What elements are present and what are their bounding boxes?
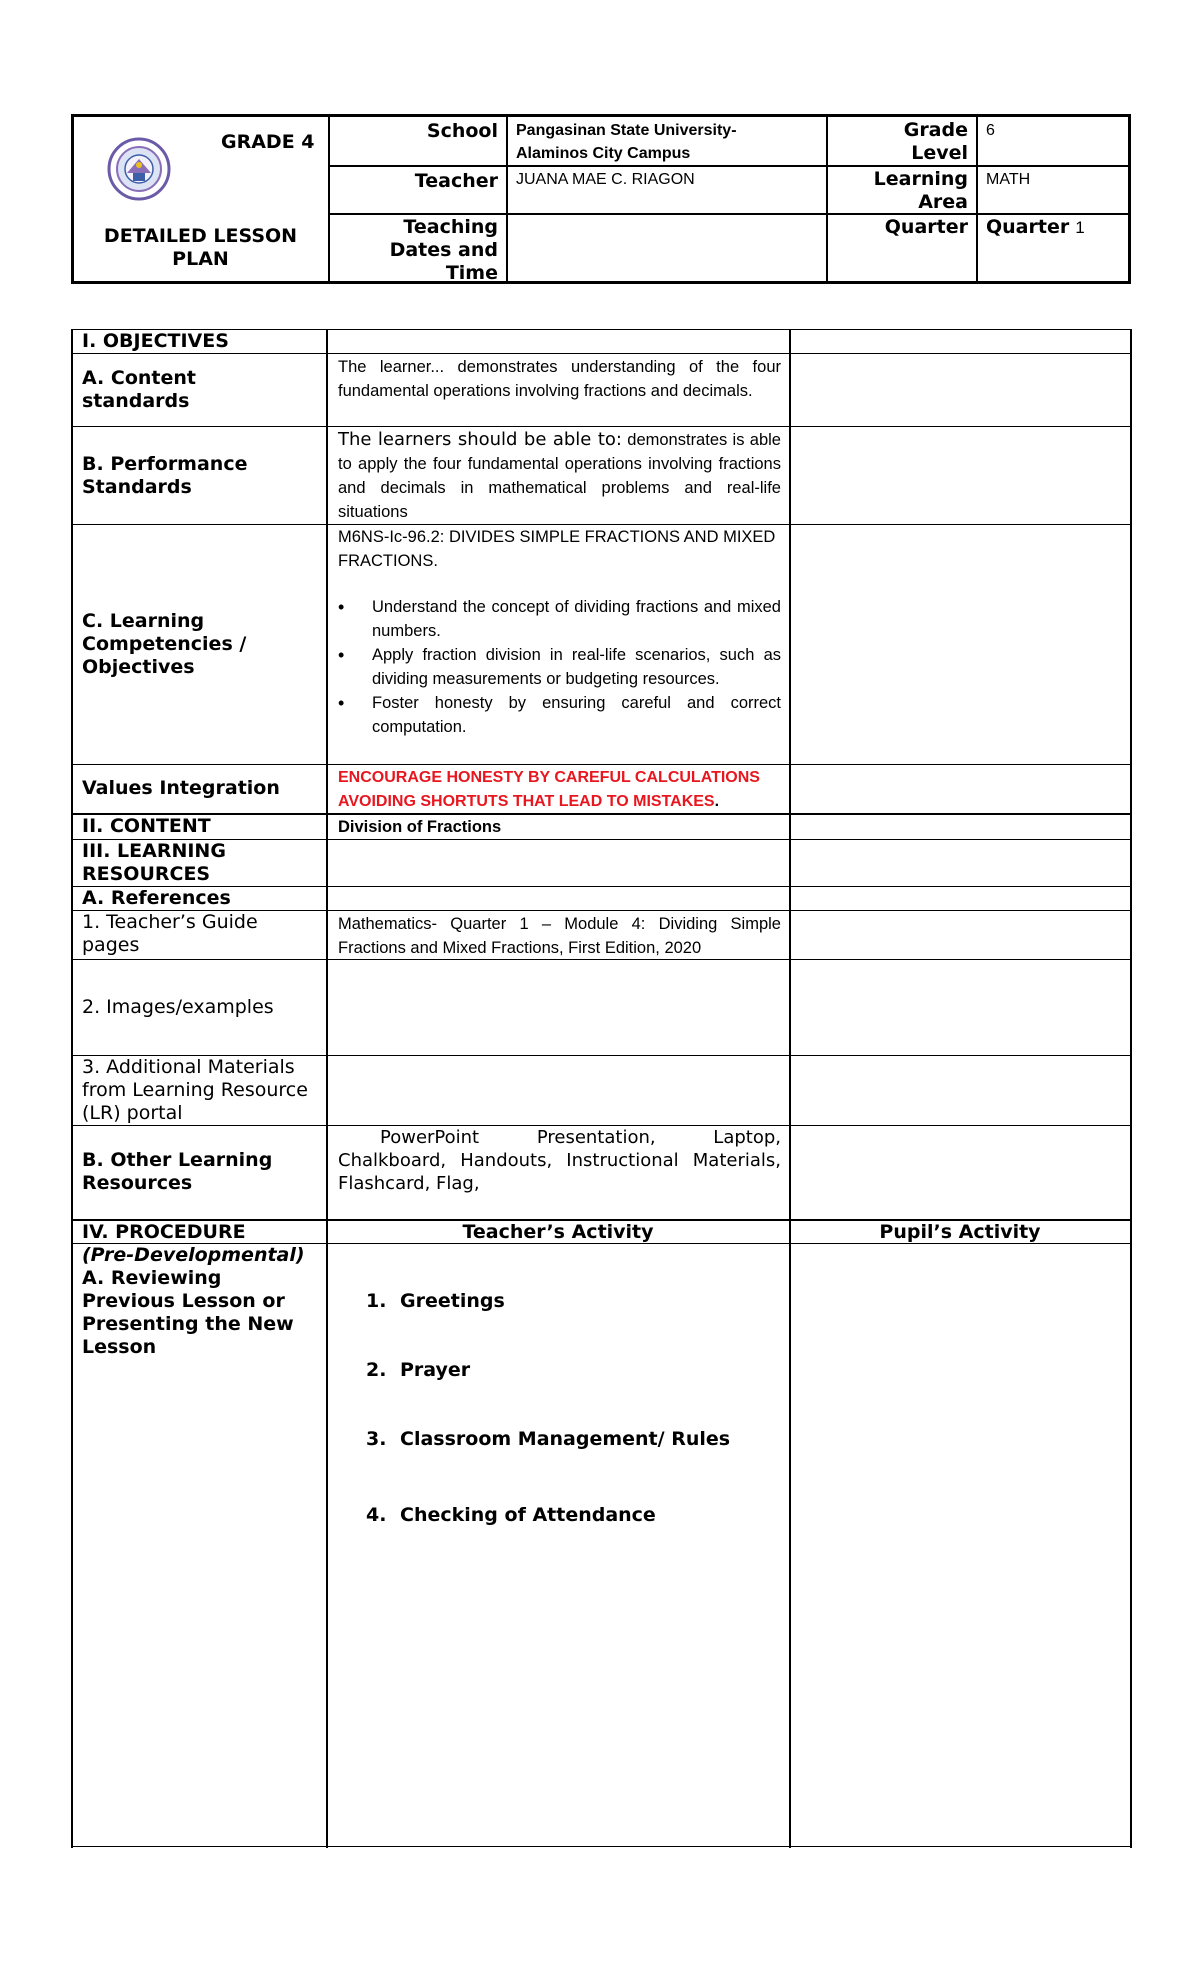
procedure-body-row xyxy=(71,1243,1132,1846)
competency-code: M6NS-Ic-96.2: DIVIDES SIMPLE FRACTIONS AND MIXED FRACTIONS. xyxy=(338,528,776,570)
school-label: School xyxy=(426,120,498,142)
quarter-value: Quarter 1 xyxy=(986,216,1085,238)
plan-title: DETAILED LESSON PLAN xyxy=(103,225,298,270)
lesson-plan-table xyxy=(71,329,1132,1848)
procedure-header-row xyxy=(71,1219,1132,1243)
other-resources-label: B. Other Learning Resources xyxy=(82,1149,273,1194)
learning-resources-label: III. LEARNING RESOURCES xyxy=(82,840,226,885)
images-examples-label: 2. Images/examples xyxy=(82,996,274,1018)
teachers-guide-row xyxy=(71,910,1132,959)
performance-standards-row xyxy=(71,426,1132,524)
teachers-guide-value: Mathematics- Quarter 1 – Module 4: Dividing Simple Fractions and Mixed Fractions, First Edition, 2020 xyxy=(338,915,781,957)
values-integration-text: ENCOURAGE HONESTY BY CAREFUL CALCULATIONS AVOIDING SHORTUTS THAT LEAD TO MISTAKES. xyxy=(338,769,760,810)
quarter-label: Quarter xyxy=(884,216,968,238)
other-resources-value: PowerPoint Presentation, Laptop, Chalkboard, Handouts, Instructional Materials, Flashcard, Flag, xyxy=(338,1127,781,1194)
learning-competencies-row xyxy=(71,524,1132,764)
teacher-value: JUANA MAE C. RIAGON xyxy=(516,171,695,188)
content-row xyxy=(71,813,1132,839)
objectives-title: I. OBJECTIVES xyxy=(82,330,229,352)
procedure-item-greetings: 1. Greetings xyxy=(366,1290,505,1312)
objective-bullet: • Apply fraction division in real-life scenarios, such as dividing measurements or budgeting resources. xyxy=(372,643,781,691)
images-examples-row xyxy=(71,959,1132,1055)
values-integration-row xyxy=(71,764,1132,813)
teaching-dates-label: Teaching Dates and Time xyxy=(389,216,498,284)
objectives-row xyxy=(71,329,1132,353)
references-label: A. References xyxy=(82,887,231,909)
lesson-plan-header xyxy=(71,114,1131,284)
procedure-item-prayer: 2. Prayer xyxy=(366,1359,471,1381)
objectives-bullet-list xyxy=(338,595,781,739)
performance-standards-text: The learners should be able to: demonstrates is able to apply the four fundamental operations involving fractions and decimals in mathematical problems and real-life situations xyxy=(338,429,781,521)
learning-area-value: MATH xyxy=(986,171,1031,188)
learning-area-label: Learning Area xyxy=(873,168,968,213)
deped-seal-logo xyxy=(107,137,171,201)
additional-materials-row xyxy=(71,1055,1132,1125)
content-label: II. CONTENT xyxy=(82,815,211,837)
phase-label: (Pre-Developmental) xyxy=(82,1244,305,1266)
content-standards-text: The learner... demonstrates understanding of the four fundamental operations involving fractions and decimals. xyxy=(338,358,781,400)
school-value: Pangasinan State University- Alaminos City Campus xyxy=(516,122,737,162)
procedure-item-classroom-management: 3. Classroom Management/ Rules xyxy=(366,1428,731,1450)
teacher-activity-head: Teacher’s Activity xyxy=(462,1221,654,1243)
learning-competencies-label: C. Learning Competencies / Objectives xyxy=(82,610,247,678)
procedure-step-label: (Pre-Developmental) A. Reviewing Previous Lesson or Presenting the New Lesson xyxy=(82,1244,322,1359)
objective-bullet: • Foster honesty by ensuring careful and correct computation. xyxy=(372,691,781,739)
learning-resources-row xyxy=(71,839,1132,886)
grade-title: GRADE 4 xyxy=(221,131,315,153)
other-resources-row xyxy=(71,1125,1132,1219)
teacher-label: Teacher xyxy=(414,170,498,192)
pupil-activity-head: Pupil’s Activity xyxy=(879,1221,1041,1243)
references-row xyxy=(71,886,1132,910)
grade-level-label: Grade Level xyxy=(903,119,968,164)
performance-standards-label: B. Performance Standards xyxy=(82,453,248,498)
content-standards-row xyxy=(71,353,1132,426)
objective-bullet: • Understand the concept of dividing fractions and mixed numbers. xyxy=(372,595,781,643)
grade-level-value: 6 xyxy=(986,122,995,139)
procedure-item-attendance: 4. Checking of Attendance xyxy=(366,1504,656,1526)
learning-competencies-text xyxy=(338,525,781,739)
content-value: Division of Fractions xyxy=(338,818,502,836)
additional-materials-label: 3. Additional Materials from Learning Resource (LR) portal xyxy=(82,1056,308,1124)
procedure-label: IV. PROCEDURE xyxy=(82,1221,246,1243)
values-integration-label: Values Integration xyxy=(82,777,280,799)
content-standards-label: A. Content standards xyxy=(82,367,196,412)
teachers-guide-label: 1. Teacher’s Guide pages xyxy=(82,911,258,956)
